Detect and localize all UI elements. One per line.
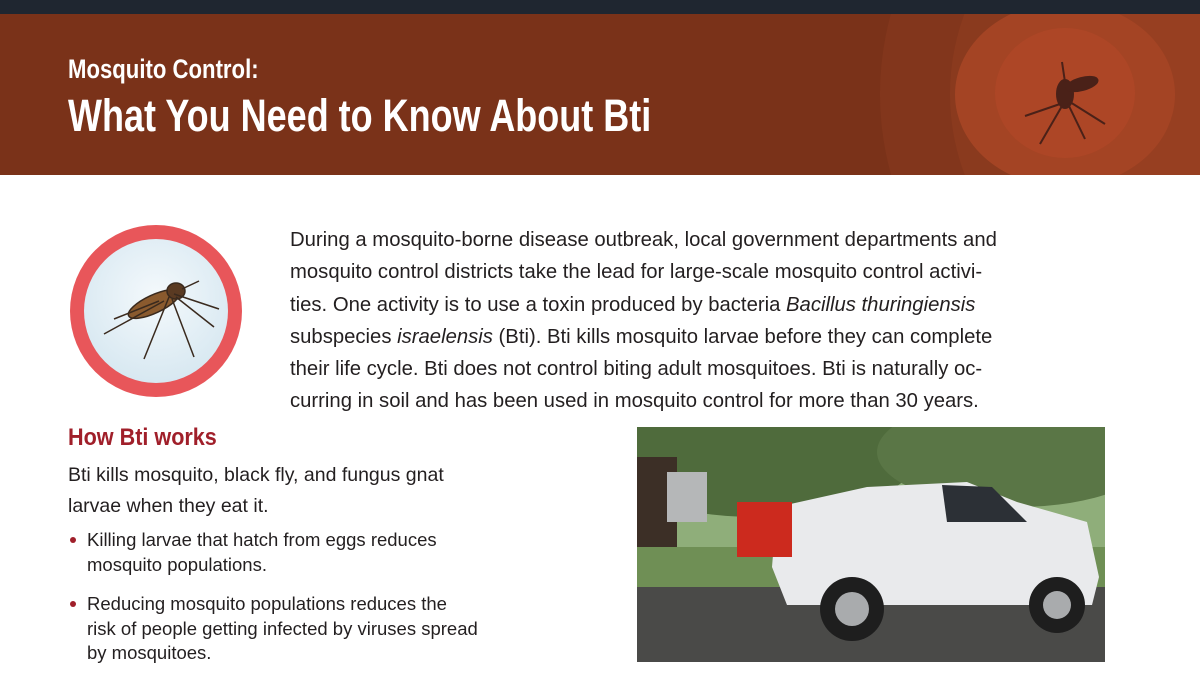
spray-truck-image	[637, 427, 1105, 662]
bullet-line: by mosquitoes.	[87, 642, 212, 663]
intro-line: mosquito control districts take the lead for large-scale mosquito control activi-	[290, 261, 983, 284]
bullet-list	[68, 528, 478, 681]
mosquito-icon	[1010, 54, 1120, 154]
truck-photo	[637, 427, 1105, 662]
bullet-line: risk of people getting infected by viruses spread	[87, 617, 478, 639]
bullet-line: Reducing mosquito populations reduces the	[87, 593, 447, 614]
bullet-icon	[70, 537, 76, 543]
section-lead	[68, 460, 444, 522]
top-bar	[0, 0, 1200, 14]
bullet-icon	[70, 601, 76, 607]
mosquito-badge	[70, 225, 242, 397]
bullet-line: mosquito populations.	[87, 553, 267, 575]
list-item	[68, 592, 478, 666]
intro-text: ties. One activity is to use a toxin produced by bacteria	[290, 293, 787, 316]
header-banner	[0, 14, 1200, 175]
list-item	[68, 528, 478, 577]
intro-line: curring in soil and has been used in mosquito control for more than 30 years.	[290, 390, 979, 413]
page-title: What You Need to Know About Bti	[68, 90, 652, 141]
intro-line	[290, 289, 997, 321]
mosquito-illustration-icon	[84, 239, 228, 383]
intro-text: (Bti). Bti kills mosquito larvae before they can complete	[492, 325, 993, 348]
header-subtitle: Mosquito Control:	[68, 54, 259, 84]
intro-line: their life cycle. Bti does not control biting adult mosquitoes. Bti is naturally oc-	[290, 358, 983, 381]
intro-line: During a mosquito-borne disease outbreak, local government departments and	[290, 229, 997, 251]
subspecies-name: israelensis	[397, 325, 493, 348]
lead-line: Bti kills mosquito, black fly, and fungus gnat	[68, 464, 444, 486]
section-heading: How Bti works	[68, 424, 217, 451]
species-name: Bacillus thuringiensis	[786, 293, 976, 316]
intro-line	[290, 321, 997, 353]
intro-paragraph	[290, 224, 997, 418]
intro-text: subspecies	[290, 325, 398, 348]
lead-line: larvae when they eat it.	[68, 495, 269, 517]
bullet-line: Killing larvae that hatch from eggs reduces	[87, 529, 437, 550]
